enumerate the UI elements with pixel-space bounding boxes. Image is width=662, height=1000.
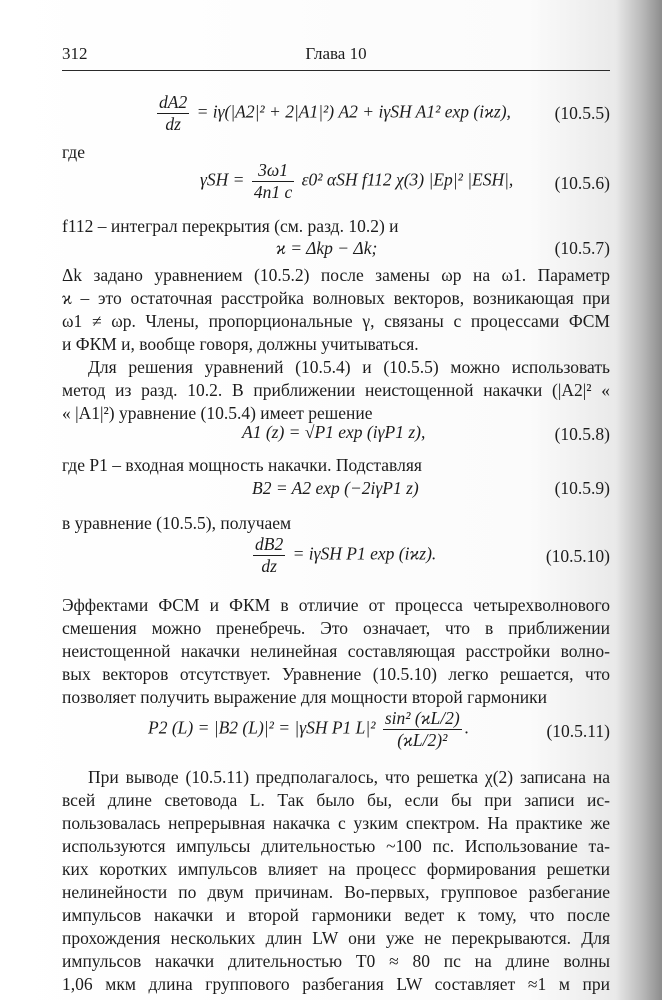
text-line: вых векторов отсутствует. Уравнение (10.5.10) легко решается, что: [62, 664, 610, 684]
text-line: f112 – интеграл перекрытия (см. разд. 10.2) и: [62, 216, 399, 236]
equation-10-5-6: [62, 160, 610, 206]
eq-10-5-6-number: (10.5.6): [554, 173, 610, 193]
text-line: импульсов накачки и второй гармоники ведет к тому, что после: [62, 905, 610, 925]
text-line: смешения можно пренебречь. Это означает, что в приближении: [62, 618, 610, 638]
eq-10-5-10-rhs: = iγSH P1 exp (iϰz).: [292, 543, 437, 564]
eq-10-5-11-frac-num: sin² (ϰL/2): [384, 708, 460, 728]
eq-10-5-6-rhs: ε0² αSH f112 χ(3) |Ep|² |ESH|,: [301, 169, 514, 190]
text-line: « |A1|²) уравнение (10.5.4) имеет решение: [62, 403, 373, 423]
equation-10-5-10: [62, 534, 610, 580]
eq-10-5-8-body: A1 (z) = √P1 exp (iγP1 z),: [242, 422, 426, 442]
eq-10-5-7-body: ϰ = Δkp − Δk;: [276, 238, 378, 258]
eq-10-5-5-rhs: = iγ(|A2|² + 2|A1|²) A2 + iγSH A1² exp (iϰz),: [196, 101, 511, 122]
eq-10-5-11-lhs: P2 (L) = |B2 (L)|² = |γSH P1 L|²: [148, 717, 376, 738]
eq-10-5-5-number: (10.5.5): [554, 103, 610, 123]
eq-10-5-10-lhs-den: dz: [261, 556, 277, 576]
equation-10-5-8: [62, 422, 610, 448]
eq-10-5-10-lhs-num: dB2: [255, 534, 284, 554]
text-line: позволяет получить выражение для мощности второй гармоники: [62, 687, 547, 707]
text-line: 1,06 мкм длина группового разбегания LW составляет ≈1 м при: [62, 974, 610, 994]
text-line: в уравнение (10.5.5), получаем: [62, 513, 292, 533]
text-line: и ФКМ и, вообще говоря, должны учитываться.: [62, 334, 419, 354]
text-line: метод из разд. 10.2. В приближении неистощенной накачки (|A2|² «: [62, 380, 610, 400]
eq-10-5-5-lhs-den: dz: [165, 114, 181, 134]
text-line: импульсов накачки длительностью T0 ≈ 80 пс на длине волны: [62, 951, 610, 971]
text-line: всей длине световода L. Так было бы, если бы при записи ис-: [62, 790, 610, 810]
equation-10-5-11: [62, 708, 610, 756]
equation-10-5-9: [62, 478, 610, 502]
text-line: При выводе (10.5.11) предполагалось, что решетка χ(2) записана на: [88, 767, 610, 787]
text-line: Δk задано уравнением (10.5.2) после замены ωp на ω1. Параметр: [62, 265, 610, 285]
text-line: ω1 ≠ ωp. Члены, пропорциональные γ, связаны с процессами ФСМ: [62, 311, 610, 331]
equation-10-5-5: [62, 92, 610, 136]
text-line: пользовалась непрерывная накачка с узким спектром. На практике же: [62, 813, 610, 833]
text-line: используются импульсы длительностью ~100 пс. Использование та-: [62, 836, 610, 856]
text-line: ϰ – это остаточная расстройка волновых векторов, возникающая при: [62, 288, 610, 308]
eq-10-5-6-frac-den: 4n1 c: [253, 182, 293, 202]
page-number: 312: [62, 44, 88, 63]
text-line: где P1 – входная мощность накачки. Подставляя: [62, 455, 422, 475]
eq-10-5-9-body: B2 = A2 exp (−2iγP1 z): [252, 478, 419, 498]
eq-10-5-11-frac-den: (ϰL/2)²: [397, 730, 448, 750]
text-line: Для решения уравнений (10.5.4) и (10.5.5) можно использовать: [88, 357, 610, 377]
text-line: неистощенной накачки нелинейная составляющая расстройки волно-: [62, 641, 610, 661]
text-line: где: [62, 142, 85, 162]
text-line: нелинейности по двум причинам. Во-первых, групповое разбегание: [62, 882, 610, 902]
chapter-title: Глава 10: [305, 44, 367, 63]
text-line: Эффектами ФСМ и ФКМ в отличие от процесса четырехволнового: [62, 595, 610, 615]
eq-10-5-10-number: (10.5.10): [545, 546, 610, 566]
equation-10-5-7: [62, 238, 610, 262]
page-header: [62, 44, 610, 68]
eq-10-5-6-frac-num: 3ω1: [252, 160, 294, 182]
text-line: ких коротких импульсов влияет на процесс формирования решетки: [62, 859, 610, 879]
text-line: прохождения нескольких длин LW они уже не перекрываются. Для: [62, 928, 610, 948]
eq-10-5-5-lhs-num: dA2: [159, 92, 188, 112]
header-rule: [62, 70, 610, 71]
eq-10-5-7-number: (10.5.7): [554, 238, 610, 258]
eq-10-5-9-number: (10.5.9): [554, 478, 610, 498]
eq-10-5-6-lhs: γSH =: [200, 169, 245, 190]
eq-10-5-11-tail: .: [464, 717, 470, 738]
eq-10-5-8-number: (10.5.8): [554, 424, 610, 444]
eq-10-5-11-number: (10.5.11): [546, 721, 610, 741]
